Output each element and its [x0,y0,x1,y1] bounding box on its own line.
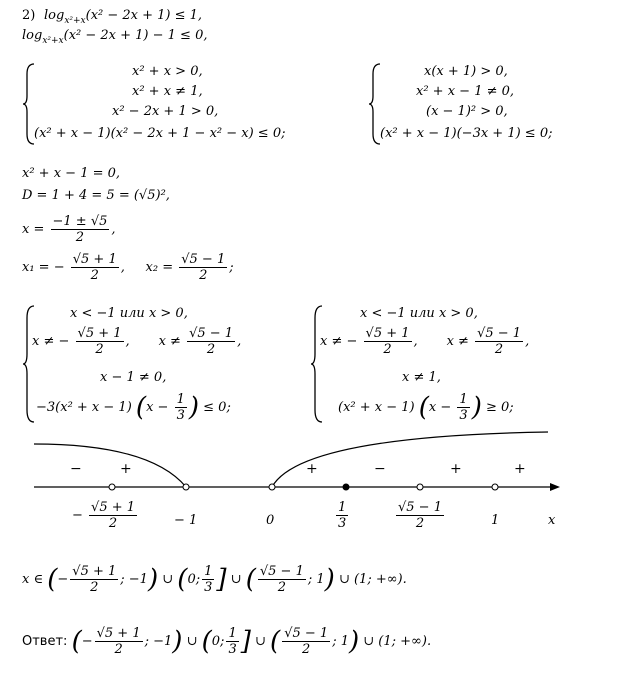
label-phi-minus: $\frac{√5 - 1}{2}$ [398,500,442,531]
inequality-line-1: $\log_{x^2+x}(x^2 - 2x + 1) \le 1$, [44,8,203,26]
sign-6: + [514,461,526,477]
roots-fraction: $\frac{-1 \pm √5}{2}$ [52,214,108,245]
label-one: 1 [491,513,500,528]
left-brace-3 [22,304,36,424]
axis-arrow [550,483,560,491]
system-right [368,62,598,146]
system-left [22,62,322,146]
sys3-line-3: x − 1 ≠ 0, [100,370,167,385]
x2-fraction: $\frac{√5 - 1}{2}$ [181,252,226,283]
sys4-line-4: (x² + x − 1) (x − $\frac{1}{3}$ ) ≥ 0; [338,392,514,423]
sign-1: − [70,461,82,477]
result-line: x ∈ (− $\frac{√5 + 1}{2}$ ; −1) ∪ (0; $\frac{1}{3}$ ] ∪ ( $\frac{√5 - 1}{2}$ ; 1) ∪ (1; +∞). [22,564,407,595]
system-3-left [22,304,282,424]
system-3-right [310,304,600,424]
sys2-line-3: (x − 1)² > 0, [426,104,508,119]
sys1-line-4: (x² + x − 1)(x² − 2x + 1 − x² − x) ≤ 0; [34,126,286,141]
quadratic-equation: x² + x − 1 = 0, [22,166,121,181]
sys4-line-3: x ≠ 1, [402,370,441,385]
sys1-line-1: x² + x > 0, [132,64,203,79]
sign-4: − [374,461,386,477]
roots-formula: x = $\frac{-1 \pm √5}{2}$ , [22,214,116,245]
point-neg-phi [109,484,115,490]
number-line [0,430,617,550]
sys4-line-1: x < −1 или x > 0, [360,306,478,321]
answer-line: Ответ: (− $\frac{√5 + 1}{2}$ ; −1) ∪ (0; $\frac{1}{3}$ ] ∪ ( $\frac{√5 - 1}{2}$ ; 1) ∪ (1; +∞). [22,626,432,657]
axis-label: x [548,513,556,528]
sys2-line-2: x² + x − 1 ≠ 0, [416,84,515,99]
label-neg-phi: − $\frac{√5 + 1}{2}$ [72,500,136,531]
label-third: $\frac{1}{3}$ [338,500,347,531]
problem-number: 2) [22,8,36,23]
sys1-line-2: x² + x ≠ 1, [132,84,203,99]
x1-fraction: $\frac{√5 + 1}{2}$ [72,252,117,283]
point-minus-one [183,484,189,490]
sys2-line-1: x(x + 1) > 0, [424,64,508,79]
point-one [492,484,498,490]
label-minus-one: − 1 [174,513,198,528]
right-brace-3 [310,304,324,424]
point-third [343,484,349,490]
right-arc [272,432,548,487]
inequality-line-2: $\log_{x^2+x}(x^2 - 2x + 1) - 1 \le 0$, [22,28,208,46]
discriminant: D = 1 + 4 = 5 = (√5)², [22,188,170,203]
sys4-line-2: x ≠ − $\frac{√5 + 1}{2}$ , x ≠ $\frac{√5 - 1}{2}$ , [320,326,530,357]
roots-values: x₁ = − $\frac{√5 + 1}{2}$ , x₂ = $\frac{√5 - 1}{2}$ ; [22,252,234,283]
sys1-line-3: x² − 2x + 1 > 0, [112,104,219,119]
point-phi-minus [417,484,423,490]
sys3-line-1: x < −1 или x > 0, [70,306,188,321]
sys3-line-2: x ≠ − $\frac{√5 + 1}{2}$ , x ≠ $\frac{√5 - 1}{2}$ , [32,326,242,357]
point-zero [269,484,275,490]
sign-2: + [120,461,132,477]
sys2-line-4: (x² + x − 1)(−3x + 1) ≤ 0; [380,126,553,141]
sign-3: + [306,461,318,477]
sign-5: + [450,461,462,477]
left-arc [34,444,186,487]
sys3-line-4: −3(x² + x − 1) (x − $\frac{1}{3}$ ) ≤ 0; [36,392,231,423]
label-zero: 0 [266,513,275,528]
